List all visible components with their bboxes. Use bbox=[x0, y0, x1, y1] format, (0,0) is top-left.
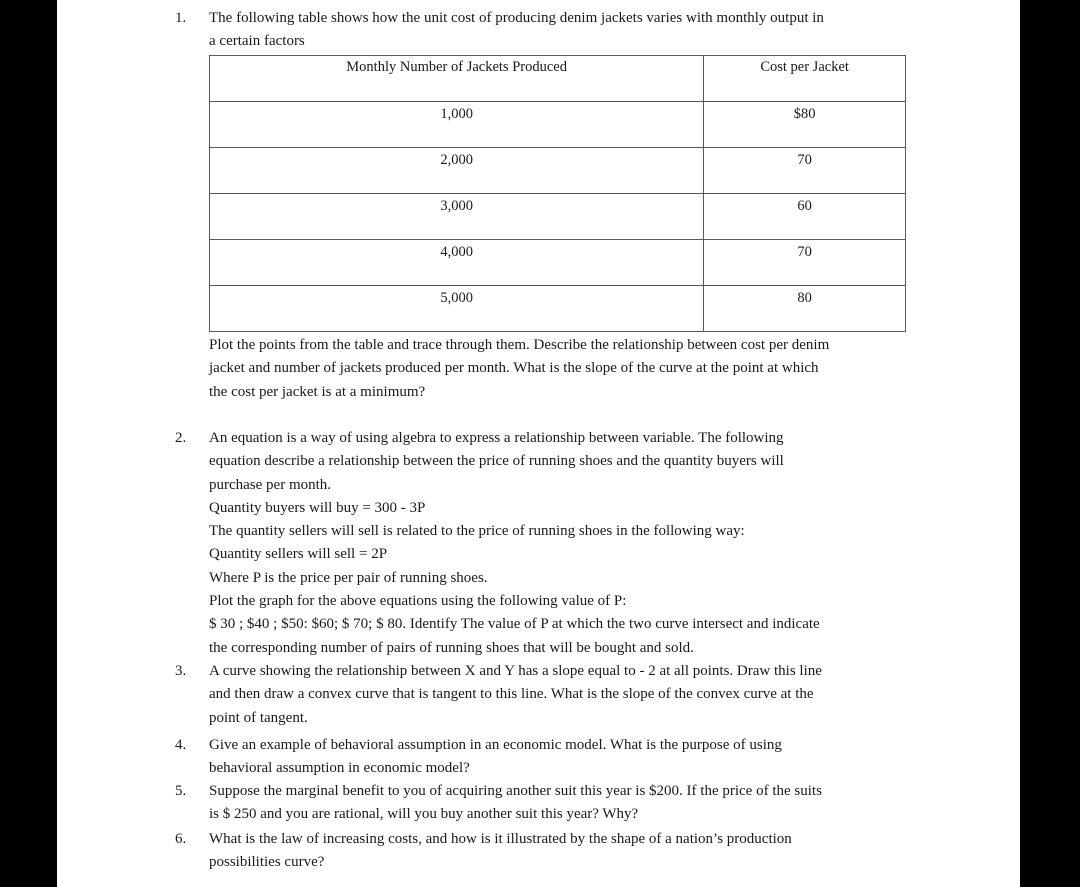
table-cell: 70 bbox=[704, 148, 906, 194]
question-number: 5. bbox=[175, 783, 187, 799]
text-line: Plot the points from the table and trace through them. Describe the relationship between cost per denim bbox=[209, 337, 830, 353]
text-line: behavioral assumption in economic model? bbox=[209, 760, 470, 777]
question-text bbox=[209, 828, 1009, 875]
column-header: Cost per Jacket bbox=[704, 56, 906, 102]
document-page bbox=[57, 0, 1020, 887]
table-cell: 60 bbox=[704, 194, 906, 240]
table-cell: 2,000 bbox=[210, 148, 704, 194]
table-cell: 4,000 bbox=[210, 240, 704, 286]
text-line: The quantity sellers will sell is related to the price of running shoes in the following way: bbox=[209, 523, 745, 540]
column-header: Monthly Number of Jackets Produced bbox=[210, 56, 704, 102]
table-cell: 5,000 bbox=[210, 286, 704, 332]
text-line: Quantity sellers will sell = 2P bbox=[209, 546, 388, 563]
text-line: Plot the graph for the above equations using the following value of P: bbox=[209, 593, 627, 610]
text-line: equation describe a relationship between the price of running shoes and the quantity buyers will bbox=[209, 453, 784, 470]
table-cell: $80 bbox=[704, 102, 906, 148]
question-number: 6. bbox=[175, 831, 187, 847]
table-cell: 70 bbox=[704, 240, 906, 286]
text-line: A curve showing the relationship between X and Y has a slope equal to - 2 at all points. Draw this line bbox=[209, 663, 822, 679]
question-text bbox=[209, 427, 1009, 660]
question-text bbox=[209, 734, 1009, 781]
text-line: the cost per jacket is at a minimum? bbox=[209, 383, 426, 400]
text-line: Where P is the price per pair of running shoes. bbox=[209, 569, 488, 586]
table-row bbox=[210, 286, 906, 332]
table-row bbox=[210, 148, 906, 194]
question-number: 3. bbox=[175, 663, 187, 679]
text-line: a certain factors bbox=[209, 33, 305, 50]
text-line: Give an example of behavioral assumption in an economic model. What is the purpose of using bbox=[209, 737, 782, 753]
text-line: possibilities curve? bbox=[209, 854, 325, 871]
table-cell: 80 bbox=[704, 286, 906, 332]
text-line: An equation is a way of using algebra to express a relationship between variable. The following bbox=[209, 430, 784, 446]
question-number: 2. bbox=[175, 430, 187, 446]
table-row bbox=[210, 194, 906, 240]
text-line: Suppose the marginal benefit to you of acquiring another suit this year is $200. If the price of the suits bbox=[209, 783, 822, 799]
question-text bbox=[209, 780, 1009, 827]
question-number: 1. bbox=[175, 10, 187, 26]
text-line: jacket and number of jackets produced per month. What is the slope of the curve at the point at which bbox=[209, 360, 819, 377]
question-1-prompt bbox=[209, 334, 1009, 404]
table-row bbox=[210, 102, 906, 148]
text-line: and then draw a convex curve that is tangent to this line. What is the slope of the convex curve at the bbox=[209, 686, 814, 703]
text-line: Quantity buyers will buy = 300 - 3P bbox=[209, 499, 426, 516]
question-number: 4. bbox=[175, 737, 187, 753]
text-line: is $ 250 and you are rational, will you buy another suit this year? Why? bbox=[209, 806, 639, 823]
text-line: $ 30 ; $40 ; $50: $60; $ 70; $ 80. Identify The value of P at which the two curve intersect and indicate bbox=[209, 616, 820, 633]
table-row bbox=[210, 240, 906, 286]
text-line: point of tangent. bbox=[209, 709, 308, 726]
text-line: What is the law of increasing costs, and how is it illustrated by the shape of a nation’s production bbox=[209, 831, 792, 847]
table-cell: 1,000 bbox=[210, 102, 704, 148]
table-header-row bbox=[210, 56, 906, 102]
text-line: The following table shows how the unit cost of producing denim jackets varies with monthly output in bbox=[209, 10, 824, 26]
text-line: the corresponding number of pairs of running shoes that will be bought and sold. bbox=[209, 639, 694, 656]
question-text bbox=[209, 660, 1009, 730]
cost-table bbox=[209, 55, 906, 332]
text-line: purchase per month. bbox=[209, 476, 332, 493]
table-cell: 3,000 bbox=[210, 194, 704, 240]
question-text bbox=[209, 7, 1009, 54]
